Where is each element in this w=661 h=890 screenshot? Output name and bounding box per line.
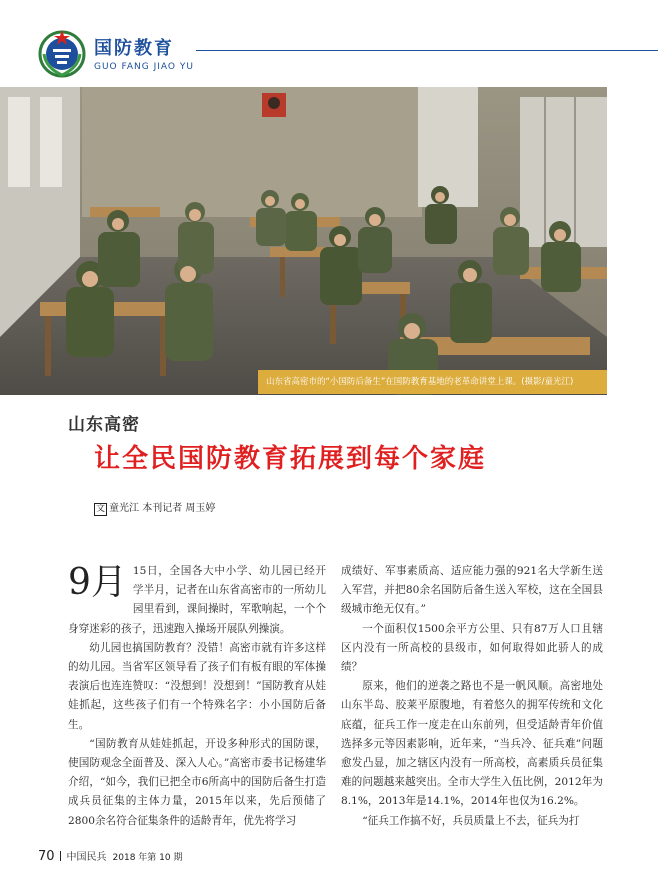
paragraph: 9月 15日，全国各大中小学、幼儿园已经开学半月，记者在山东省高密市的一所幼儿园里看到，课间操时，军歌响起，一个个身穿迷彩的孩子，迅速跑入操场开展队列操演。 <box>68 562 326 635</box>
article-kicker: 山东高密 <box>68 415 140 435</box>
byline-mark: 文 <box>96 504 106 514</box>
byline-authors: 童光江 本刊记者 周玉婷 <box>109 503 216 514</box>
section-header <box>38 28 638 84</box>
magazine-name: 中国民兵 <box>66 852 107 863</box>
article-headline: 让全民国防教育拓展到每个家庭 <box>94 444 487 474</box>
paragraph: 幼儿园也搞国防教育？没错！高密市就有许多这样的幼儿园。当省军区领导看了孩子们有板有眼的军体操表演后也连连赞叹：“没想到！没想到！”国防教育从娃娃抓起，这些孩子们有一个特殊名字：小小国防后备生。 <box>68 641 326 731</box>
drop-cap: 9月 <box>68 562 127 603</box>
article-byline <box>94 499 215 516</box>
photo-caption: 山东省高密市的“小国防后备生”在国防教育基地的老革命讲堂上课。(摄影/童光江) <box>266 377 574 387</box>
paragraph: “国防教育从娃娃抓起，开设多种形式的国防课，使国防观念全面普及、深入人心。”高密市委书记杨建华介绍，“如今，我们已把全市6所高中的国防后备生打造成兵员征集的主体力量，2015年以来，先后预储了2800余名符合征集条件的适龄青年，优先将学习 <box>68 737 326 827</box>
paragraph: 原来，他们的逆袭之路也不是一帆风顺。高密地处山东半岛、胶莱平原腹地，有着悠久的拥军传统和文化底蕴，征兵工作一度走在山东前列，但受适龄青年价值选择多元等因素影响，近年来，“当兵冷、征兵难”问题愈发凸显，加之辖区内没有一所高校，高素质兵员征集难的问题越来越突出。全市大学生入伍比例，2012年为 8.1%，2013年是14.1%，2014年也仅为16.2%。 <box>341 680 603 808</box>
article-column-right <box>341 562 603 831</box>
issue-label: 2018 年第 10 期 <box>112 853 183 863</box>
national-defense-emblem-icon <box>38 28 86 78</box>
footer-divider <box>60 851 61 861</box>
section-pinyin: GUO FANG JIAO YU <box>94 62 194 72</box>
paragraph: 一个面积仅1500余平方公里、只有87万人口且辖区内没有一所高校的县级市，如何取得如此骄人的成绩？ <box>341 622 603 674</box>
header-rule <box>196 50 658 51</box>
page-footer <box>38 848 183 864</box>
paragraph: 成绩好、军事素质高、适应能力强的921名大学新生送入军营，并把80余名国防后备生送入军校，这在全国县级城市绝无仅有。” <box>341 565 603 616</box>
section-title: 国防教育 <box>94 38 174 59</box>
article-column-left <box>68 562 326 831</box>
paragraph: “征兵工作搞不好，兵员质量上不去，征兵为打 <box>362 814 580 827</box>
page-number: 70 <box>38 849 55 864</box>
classroom-photo <box>0 87 607 395</box>
